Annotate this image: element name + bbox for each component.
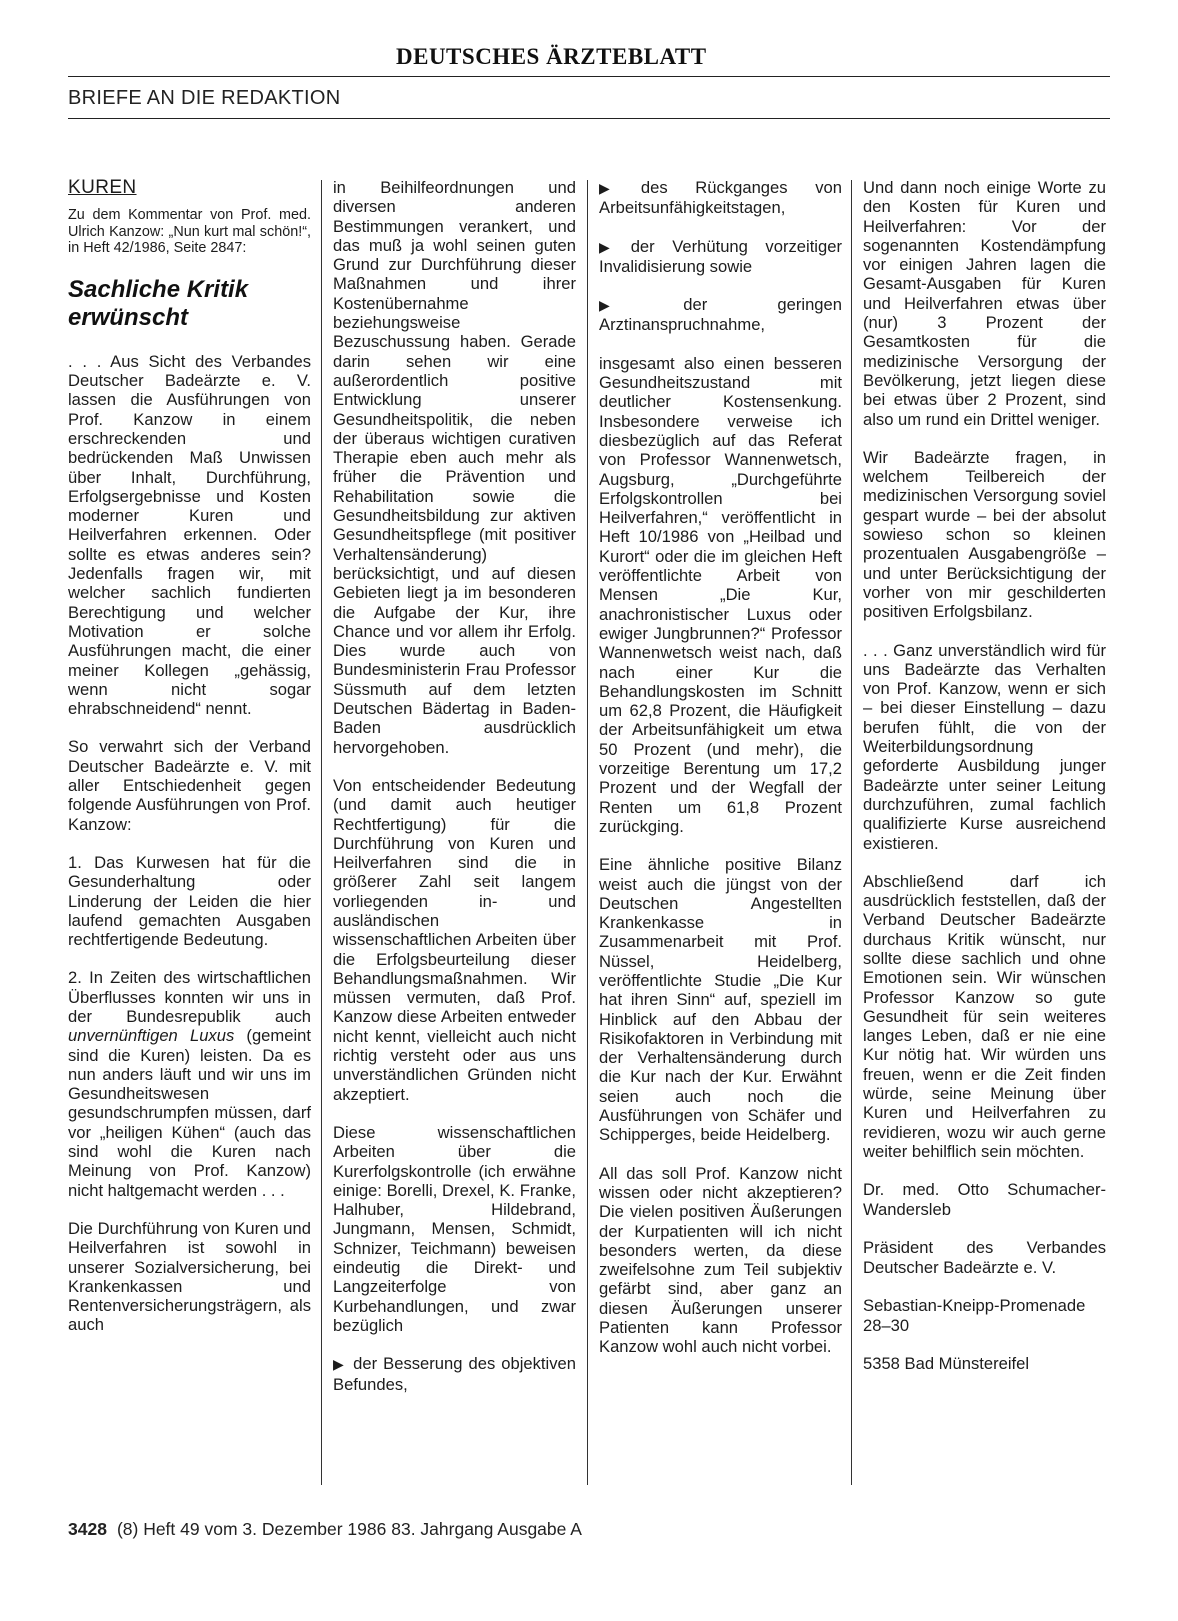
bullet-text: der Verhütung vorzeitiger Invalidisierung sowie <box>599 236 842 276</box>
paragraph: Abschließend darf ich ausdrücklich feststellen, daß der Verband Deutscher Badeärzte durchaus Kritik wünscht, nur sollte diese sachlich und ohne Emotionen sein. Wir wünschen Professor Kanzow so gute Gesundheit für sein weiteres langes Leben, daß er nie eine Kur nötig hat. Wir würden uns freuen, wenn er die Zeit finden würde, seine Meinung über Kuren und Heilverfahren zu revidieren, wozu wir auch gerne weiter behilflich sein möchten. <box>863 871 1106 1161</box>
bullet-item <box>599 237 842 277</box>
bullet-item <box>599 178 842 218</box>
column-2 <box>333 178 576 1413</box>
emphasis-text: unvernünftigen Luxus <box>68 1026 235 1046</box>
signature-block <box>863 1180 1106 1374</box>
paragraph: So verwahrt sich der Verband Deutscher Badeärzte e. V. mit aller Entschiedenheit gegen folgende Ausführungen von Prof. Kanzow: <box>68 737 311 834</box>
paragraph: insgesamt also einen besseren Gesundheitszustand mit deutlicher Kostensenkung. Insbesondere verweise ich diesbezüglich auf das Referat von Professor Wannenwetsch, Augsburg, „Durchgeführte Erfolgskontrollen bei Heilverfahren,“ veröffentlicht in Heft 10/1986 von „Heilbad und Kurort“ oder die im gleichen Heft veröffentlichte Arbeit von Mensen „Die Kur, anachronistischer Luxus oder ewiger Jungbrunnen?“ Professor Wannenwetsch weist nach, daß nach einer Kur die Behandlungskosten im Schnitt um 62,8 Prozent, die Häufigkeit der Arbeitsunfähigkeit um etwa 50 Prozent (und mehr), die vorzeitige Berentung um 17,2 Prozent und der Wegfall der Renten um 61,8 Prozent zurückging. <box>599 353 842 836</box>
paragraph: in Beihilfeordnungen und diversen anderen Bestimmungen verankert, und das muß ja wohl seinen guten Grund zur Durchführung dieser Maßnahmen und ihrer Kostenübernahme beziehungsweise Bezuschussung haben. Gerade darin sehen wir eine außerordentlich positive Entwicklung unserer Gesundheitspolitik, die neben der überaus wichtigen curativen Therapie eben auch mehr als früher die Prävention und Rehabilitation sowie die Gesundheitsbildung zur aktiven Gesundheitspflege (mit positiver Verhaltensänderung) berücksichtigt, und auf diesen Gebieten liegt ja im besonderen die Aufgabe der Kur, ihre Chance und vor allem ihr Erfolg. Dies wurde auch von Bundesministerin Frau Professor Süssmuth auf dem letzten Deutschen Bädertag in Baden-Baden ausdrücklich hervorgehoben. <box>333 178 576 757</box>
paragraph: Die Durchführung von Kuren und Heilverfahren ist sowohl in unserer Sozialversicherung, bei Krankenkassen und Rentenversicherungsträgern, als auch <box>68 1218 311 1335</box>
column-4 <box>863 178 1106 1393</box>
column-1 <box>68 178 311 1354</box>
issue-info: (8) Heft 49 vom 3. Dezember 1986 83. Jahrgang Ausgabe A <box>116 1519 582 1539</box>
bullet-arrow-icon: ▶ <box>599 297 676 314</box>
bullet-text: des Rückganges von Arbeitsunfähigkeitstagen, <box>599 178 842 218</box>
column-divider <box>321 180 322 1485</box>
paragraph: . . . Aus Sicht des Verbandes Deutscher Badeärzte e. V. lassen die Ausführungen von Prof. Kanzow in einem erschreckenden und bedrückenden Maß Unwissen über Inhalt, Durchführung, Erfolgsergebnisse und Kosten moderner Kuren und Heilverfahren erkennen. Oder sollte es etwas anderes sein? Jedenfalls fragen wir, mit welcher sachlich fundierten Berechtigung und welcher Motivation er solche Ausführungen macht, die einer meiner Kollegen „gehässig, wenn nicht sogar ehrabschneidend“ nennt. <box>68 351 311 719</box>
header-rule-top <box>68 76 1110 77</box>
paragraph-text: (gemeint sind die Kuren) leisten. Da es nun anders läuft und wir uns im Gesundheitswesen gesundschrumpfen müssen, darf vor „heiligen Kühen“ (auch das sind wohl die Kuren nach Meinung von Prof. Kanzow) nicht haltgemacht werden . . . <box>68 1026 311 1200</box>
column-3 <box>599 178 842 1376</box>
page-footer <box>68 1519 582 1540</box>
signature-address: Sebastian-Kneipp-Promenade 28–30 <box>863 1296 1086 1335</box>
column-divider <box>851 180 852 1485</box>
bullet-text: der geringen Arztinanspruchnahme, <box>599 295 842 335</box>
masthead: DEUTSCHES ÄRZTEBLATT <box>396 44 707 69</box>
intro-reference: Zu dem Kommentar von Prof. med. Ulrich Kanzow: „Nun kurt mal schön!“, in Heft 42/1986, Seite 2847: <box>68 207 311 257</box>
article-title <box>68 276 311 332</box>
bullet-arrow-icon: ▶ <box>599 238 623 255</box>
section-title: BRIEFE AN DIE REDAKTION <box>68 87 341 109</box>
column-divider <box>587 180 588 1485</box>
paragraph-text: 2. In Zeiten des wirtschaftlichen Überflusses konnten wir uns in der Bundesrepublik auch <box>68 968 311 1026</box>
page-number: 3428 <box>68 1519 107 1539</box>
header-rule-bottom <box>68 118 1110 119</box>
paragraph: 1. Das Kurwesen hat für die Gesunderhaltung oder Linderung der Leiden die hier laufend gemachten Ausgaben rechtfertigende Bedeutung. <box>68 852 311 950</box>
article-title-line: Sachliche Kritik <box>68 275 249 303</box>
paragraph <box>68 968 311 1200</box>
bullet-text: der Besserung des objektiven Befundes, <box>333 1354 576 1394</box>
article-title-line: erwünscht <box>68 303 189 331</box>
signature-city: 5358 Bad Münstereifel <box>863 1354 1030 1374</box>
paragraph: Wir Badeärzte fragen, in welchem Teilbereich der medizinischen Versorgung soviel gespart wurde – bei der absolut sowieso schon so kleinen prozentualen Ausgabengröße – und unter Berücksichtigung der vorher von mir geschilderten positiven Erfolgsbilanz. <box>863 447 1106 622</box>
paragraph: Diese wissenschaftlichen Arbeiten über die Kurerfolgskontrolle (ich erwähne einige: Borelli, Drexel, K. Franke, Halhuber, Hildebrand, Jungmann, Mensen, Schmidt, Schnizer, Teichmann) beweisen eindeutig die Direkt- und Langzeiterfolge von Kurbehandlungen, und zwar bezüglich <box>333 1122 576 1335</box>
signature-title: Präsident des Verbandes Deutscher Badeärzte e. V. <box>863 1238 1106 1277</box>
paragraph: Von entscheidender Bedeutung (und damit auch heutiger Rechtfertigung) für die Durchführung von Kuren und Heilverfahren sind die in größerer Zahl seit langem vorliegenden in- und ausländischen wissenschaftlichen Arbeiten über die Erfolgsbeurteilung dieser Behandlungsmaßnahmen. Wir müssen vermuten, daß Prof. Kanzow diese Arbeiten entweder nicht kennt, vielleicht auch nicht richtig versteht oder aus uns unverständlichen Gründen nicht akzeptiert. <box>333 775 576 1104</box>
paragraph: Eine ähnliche positive Bilanz weist auch die jüngst von der Deutschen Angestellten Krankenkasse in Zusammenarbeit mit Prof. Nüssel, Heidelberg, veröffentlichte Studie „Die Kur hat ihren Sinn“ auf, speziell im Hinblick auf den Abbau der Risikofaktoren in Verbindung mit der Verhaltensänderung durch die Kur nach der Kur. Erwähnt seien auch noch die Ausführungen von Schäfer und Schipperges, beide Heidelberg. <box>599 855 842 1145</box>
bullet-arrow-icon: ▶ <box>599 180 633 196</box>
bullet-arrow-icon: ▶ <box>333 1356 346 1373</box>
bullet-item <box>599 295 842 335</box>
paragraph: Und dann noch einige Worte zu den Kosten für Kuren und Heilverfahren: Vor der sogenannten Kostendämpfung vor einigen Jahren lagen die Gesamt-Ausgaben für Kuren und Heilverfahren etwas über (nur) 3 Prozent der Gesamtkosten für die medizinische Versorgung der Bevölkerung, jetzt liegen diese bei etwas über 2 Prozent, sind also um rund ein Drittel weniger. <box>863 178 1106 429</box>
rubric: KUREN <box>68 177 137 198</box>
signature-name: Dr. med. Otto Schumacher-Wandersleb <box>863 1180 1106 1219</box>
bullet-item <box>333 1354 576 1394</box>
paragraph: . . . Ganz unverständlich wird für uns Badeärzte das Verhalten von Prof. Kanzow, wenn er sich – bei dieser Einstellung – dazu berufen fühlt, die von der Weiterbildungsordnung geforderte Ausbildung junger Badeärzte unter seiner Leitung durchzuführen, zumal fachlich qualifizierte Kurse ausreichend existieren. <box>863 640 1106 853</box>
paragraph: All das soll Prof. Kanzow nicht wissen oder nicht akzeptieren? Die vielen positiven Äußerungen der Kurpatienten will ich nicht besonders werten, da diese zweifelsohne zum Teil subjektiv gefärbt sind, aber ganz an diesen Äußerungen unserer Patienten kann Professor Kanzow wohl auch nicht vorbei. <box>599 1163 842 1357</box>
